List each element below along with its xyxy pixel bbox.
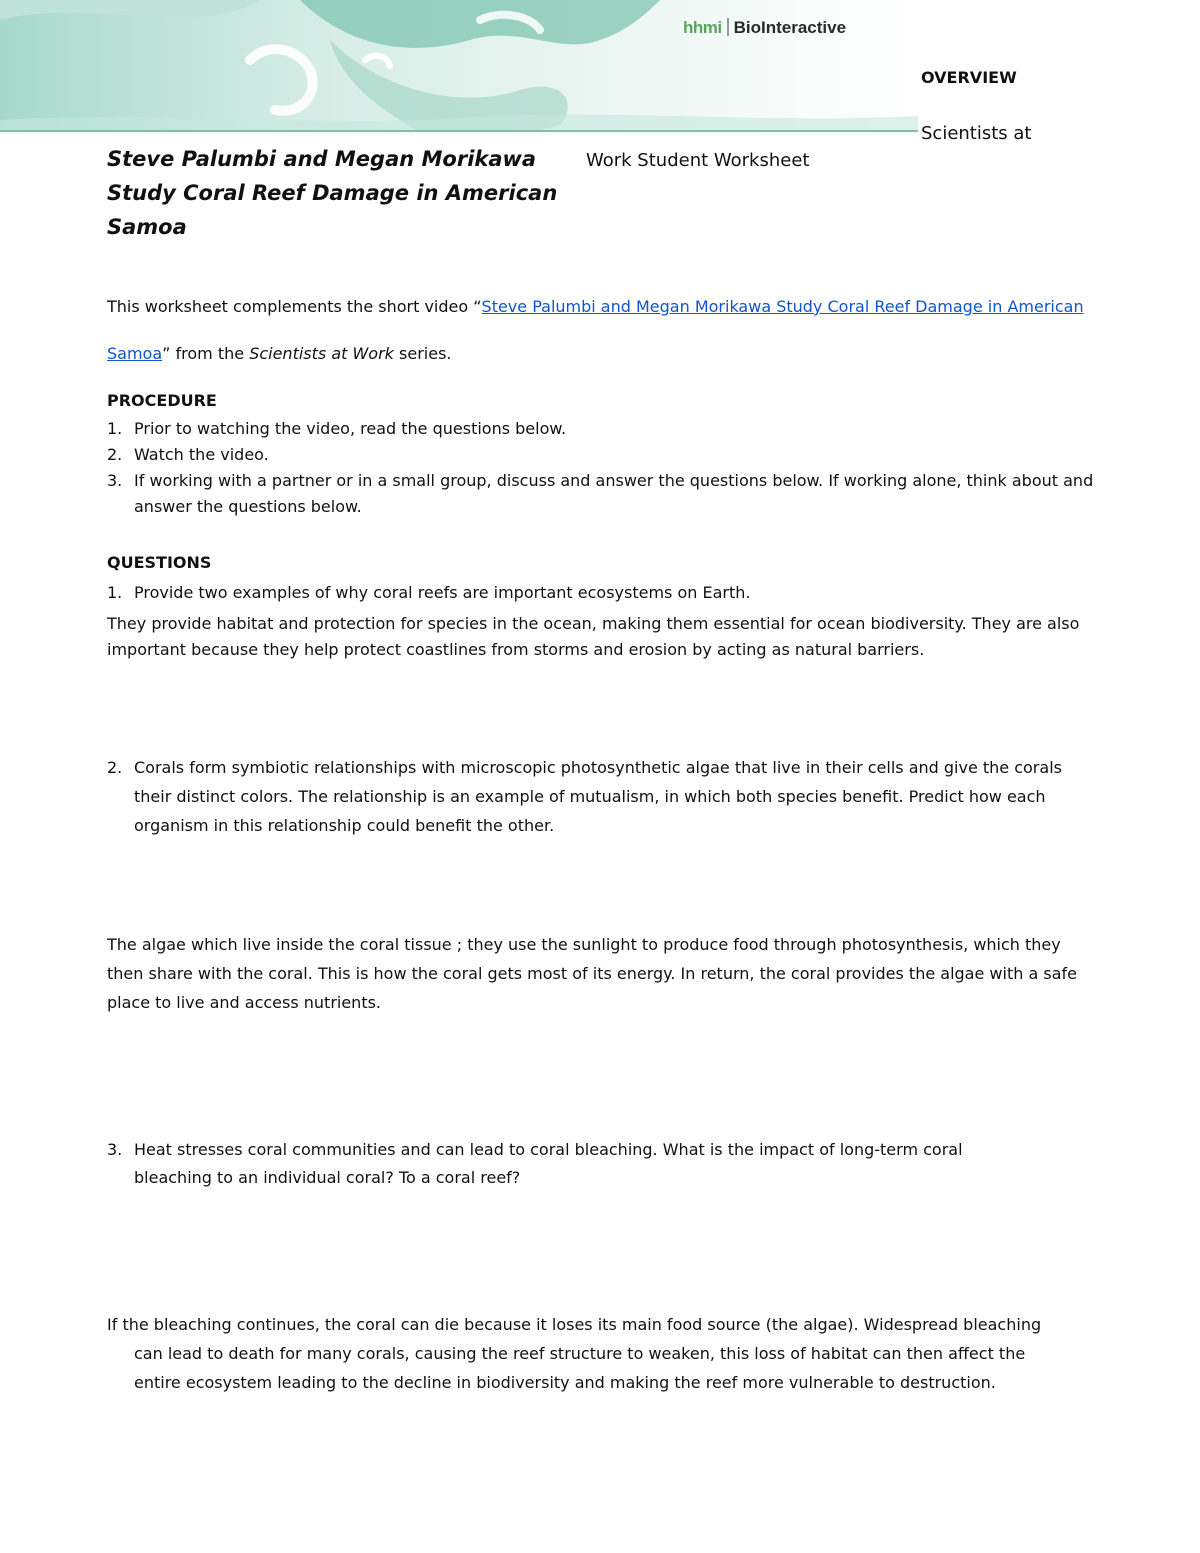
hhmi-logo-text: hhmi	[683, 18, 722, 37]
intro-text-end: series.	[393, 344, 452, 363]
list-text: If working with a partner or in a small group, discuss and answer the questions below. If working alone, think about and answer the questions below.	[134, 471, 1094, 516]
list-number: 1.	[107, 419, 123, 438]
question-number: 1.	[107, 583, 123, 602]
logo-separator	[727, 18, 729, 36]
answer-3: If the bleaching continues, the coral can die because it loses its main food source (the algae). Widespread bleaching can lead to death for many corals, causing the reef structure to weaken, this loss of habitat can then affect the entire ecosystem leading to the decline in biodiversity and making the reef more vulnerable to destruction.	[107, 1315, 1042, 1392]
question-text: Corals form symbiotic relationships with microscopic photosynthetic algae that live in their cells and give the corals their distinct colors. The relationship is an example of mutualism, in which both species benefit. Predict how each organism in this relationship could benefit the other.	[134, 758, 1062, 835]
list-text: Watch the video.	[134, 445, 269, 464]
answer-1: They provide habitat and protection for species in the ocean, making them essential for ocean biodiversity. They are also important because they help protect coastlines from storms and erosion by acting as natural barriers.	[107, 614, 1080, 659]
question-2	[107, 753, 1097, 840]
video-link[interactable]: Steve Palumbi and Megan Morikawa Study Coral Reef Damage in American Samoa	[107, 297, 1084, 363]
intro-text-mid: ” from the	[162, 344, 250, 363]
header-banner	[0, 0, 918, 132]
procedure-list	[107, 416, 1107, 520]
list-text: Prior to watching the video, read the questions below.	[134, 419, 567, 438]
biointeractive-logo	[683, 18, 846, 38]
question-3	[107, 1136, 1037, 1192]
list-item	[107, 442, 1107, 468]
answer-2: The algae which live inside the coral tissue ; they use the sunlight to produce food through photosynthesis, which they then share with the coral. This is how the coral gets most of its energy. In return, the coral provides the algae with a safe place to live and access nutrients.	[107, 935, 1077, 1012]
series-label-part2: Work Student Worksheet	[586, 150, 810, 171]
biointeractive-logo-text: BioInteractive	[733, 18, 847, 37]
procedure-heading: PROCEDURE	[107, 391, 217, 410]
question-1	[107, 580, 1107, 606]
intro-text-start: This worksheet complements the short video “	[107, 297, 482, 316]
question-item	[107, 580, 1107, 606]
question-item	[107, 753, 1097, 840]
list-item	[107, 416, 1107, 442]
intro-paragraph	[107, 283, 1097, 377]
question-number: 2.	[107, 758, 123, 777]
worksheet-title: Steve Palumbi and Megan Morikawa Study Coral Reef Damage in American Samoa	[107, 147, 558, 239]
overview-label: OVERVIEW	[921, 68, 1017, 87]
question-text: Heat stresses coral communities and can lead to coral bleaching. What is the impact of long-term coral bleaching to an individual coral? To a coral reef?	[134, 1140, 963, 1187]
list-item	[107, 468, 1094, 520]
question-text: Provide two examples of why coral reefs are important ecosystems on Earth.	[134, 583, 751, 602]
list-number: 3.	[107, 471, 123, 490]
series-name: Scientists at Work	[249, 344, 394, 363]
questions-heading: QUESTIONS	[107, 553, 212, 572]
series-label-part1: Scientists at	[921, 123, 1032, 144]
list-number: 2.	[107, 445, 123, 464]
question-item	[107, 1136, 1037, 1192]
question-number: 3.	[107, 1140, 123, 1159]
